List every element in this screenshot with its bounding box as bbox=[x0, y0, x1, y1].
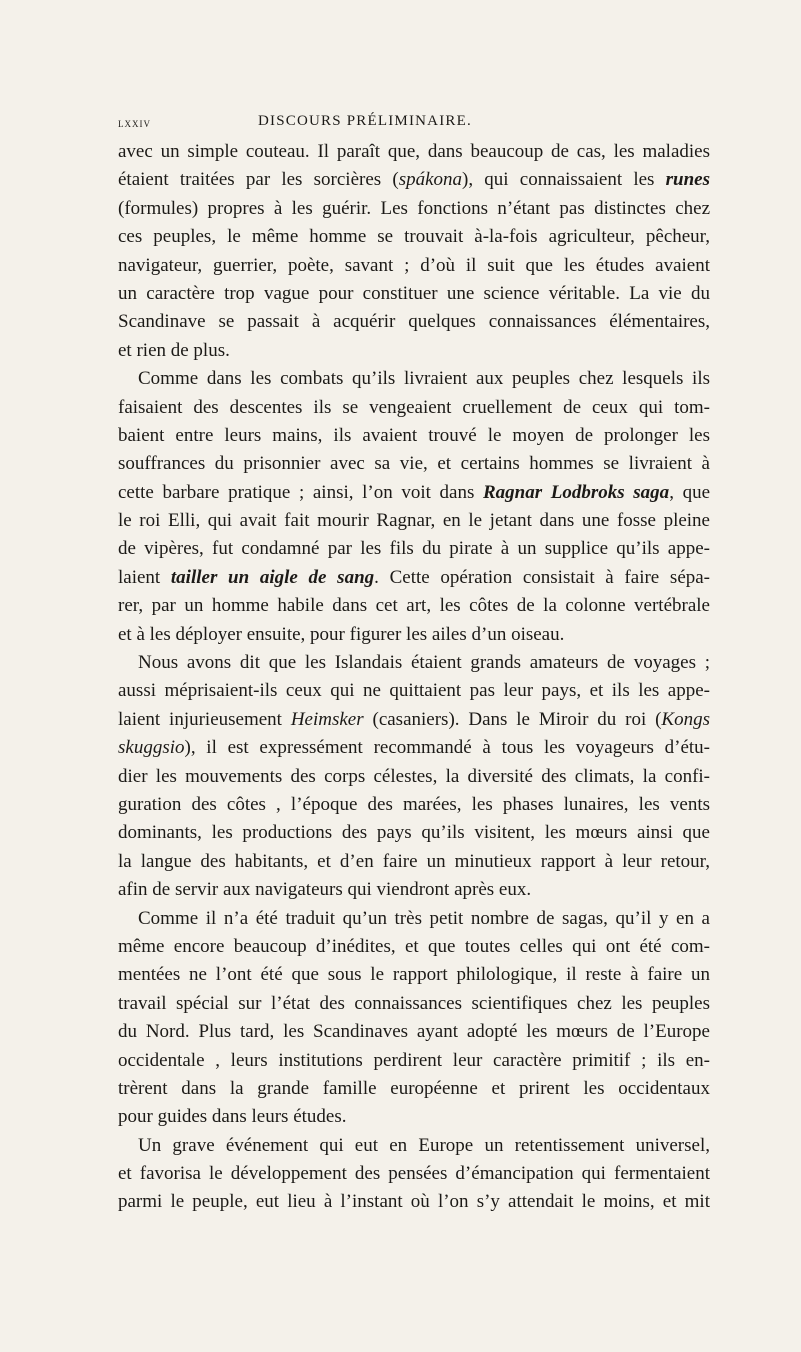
text-line: occidentale , leurs institutions perdirent leur caractère primitif ; ils en- bbox=[118, 1049, 710, 1071]
text-line: étaient traitées par les sorcières (spákona), qui connaissaient les runes bbox=[118, 169, 710, 191]
text-line: pour guides dans leurs études. bbox=[118, 1106, 347, 1128]
text-line: cette barbare pratique ; ainsi, l’on voit dans Ragnar Lodbroks saga, que bbox=[118, 481, 710, 503]
text-line: navigateur, guerrier, poète, savant ; d’où il suit que les études avaient bbox=[118, 254, 710, 276]
text-line: dominants, les productions des pays qu’ils visitent, les mœurs ainsi que bbox=[118, 822, 710, 844]
text-line: et à les déployer ensuite, pour figurer les ailes d’un oiseau. bbox=[118, 623, 565, 645]
italic-term: Kongs bbox=[661, 708, 710, 730]
text-line: faisaient des descentes ils se vengeaient cruellement de ceux qui tom- bbox=[118, 396, 710, 418]
text-line: un caractère trop vague pour constituer une science véritable. La vie du bbox=[118, 282, 710, 304]
text-line: guration des côtes , l’époque des marées, les phases lunaires, les vents bbox=[118, 793, 710, 815]
text-line: même encore beaucoup d’inédites, et que toutes celles qui ont été com- bbox=[118, 935, 710, 957]
text-line: afin de servir aux navigateurs qui viendront après eux. bbox=[118, 879, 532, 901]
text-line: parmi le peuple, eut lieu à l’instant où l’on s’y attendait le moins, et mit bbox=[118, 1191, 710, 1213]
text-line: le roi Elli, qui avait fait mourir Ragnar, en le jetant dans une fosse pleine bbox=[118, 510, 710, 532]
text-line: skuggsio), il est expressément recommandé à tous les voyageurs d’étu- bbox=[118, 737, 710, 759]
text-line: (formules) propres à les guérir. Les fonctions n’étant pas distinctes chez bbox=[118, 197, 710, 219]
text-line: Comme dans les combats qu’ils livraient aux peuples chez lesquels ils bbox=[138, 368, 710, 390]
text-line: rer, par un homme habile dans cet art, les côtes de la colonne vertébrale bbox=[118, 595, 710, 617]
italic-term: Ragnar Lodbroks saga bbox=[483, 481, 670, 503]
body-text bbox=[118, 138, 710, 1217]
text-line: trèrent dans la grande famille européenne et prirent les occidentaux bbox=[118, 1077, 710, 1099]
text-line: du Nord. Plus tard, les Scandinaves ayant adopté les mœurs de l’Europe bbox=[118, 1021, 710, 1043]
text-line: dier les mouvements des corps célestes, la diversité des climats, la confi- bbox=[118, 765, 710, 787]
text-line: travail spécial sur l’état des connaissances scientifiques chez les peuples bbox=[118, 992, 710, 1014]
text-line: et favorisa le développement des pensées d’émancipation qui fermentaient bbox=[118, 1163, 710, 1185]
text-line: souffrances du prisonnier avec sa vie, et certains hommes se livraient à bbox=[118, 453, 710, 475]
text-line: avec un simple couteau. Il paraît que, dans beaucoup de cas, les maladies bbox=[118, 141, 710, 162]
text-line: mentées ne l’ont été que sous le rapport philologique, il reste à faire un bbox=[118, 964, 710, 986]
page-number: lxxiv bbox=[118, 115, 151, 130]
text-line: Scandinave se passait à acquérir quelques connaissances élémentaires, bbox=[118, 311, 710, 333]
running-head bbox=[118, 107, 698, 137]
text-line: Comme il n’a été traduit qu’un très petit nombre de sagas, qu’il y en a bbox=[138, 907, 710, 929]
text-line: laient injurieusement Heimsker (casaniers). Dans le Miroir du roi (Kongs bbox=[118, 708, 710, 730]
italic-term: tailler un aigle de sang bbox=[170, 566, 375, 588]
text-line: la langue des habitants, et d’en faire un minutieux rapport à leur retour, bbox=[118, 850, 710, 872]
italic-term: skuggsio bbox=[118, 737, 185, 759]
text-line: et rien de plus. bbox=[118, 339, 230, 361]
italic-term: spákona bbox=[398, 169, 463, 191]
text-line: de vipères, fut condamné par les fils du pirate à un supplice qu’ils appe- bbox=[118, 538, 710, 560]
running-title: DISCOURS PRÉLIMINAIRE. bbox=[258, 113, 472, 129]
text-line: Nous avons dit que les Islandais étaient grands amateurs de voyages ; bbox=[138, 652, 710, 674]
italic-term: Heimsker bbox=[290, 708, 364, 730]
text-line: ces peuples, le même homme se trouvait à-la-fois agriculteur, pêcheur, bbox=[118, 226, 710, 248]
text-line: laient tailler un aigle de sang. Cette opération consistait à faire sépa- bbox=[118, 566, 710, 588]
text-line: baient entre leurs mains, ils avaient trouvé le moyen de prolonger les bbox=[118, 424, 710, 446]
italic-term: runes bbox=[665, 169, 710, 191]
text-line: aussi méprisaient-ils ceux qui ne quittaient pas leur pays, et ils les appe- bbox=[118, 680, 710, 702]
text-line: Un grave événement qui eut en Europe un retentissement universel, bbox=[138, 1134, 710, 1156]
